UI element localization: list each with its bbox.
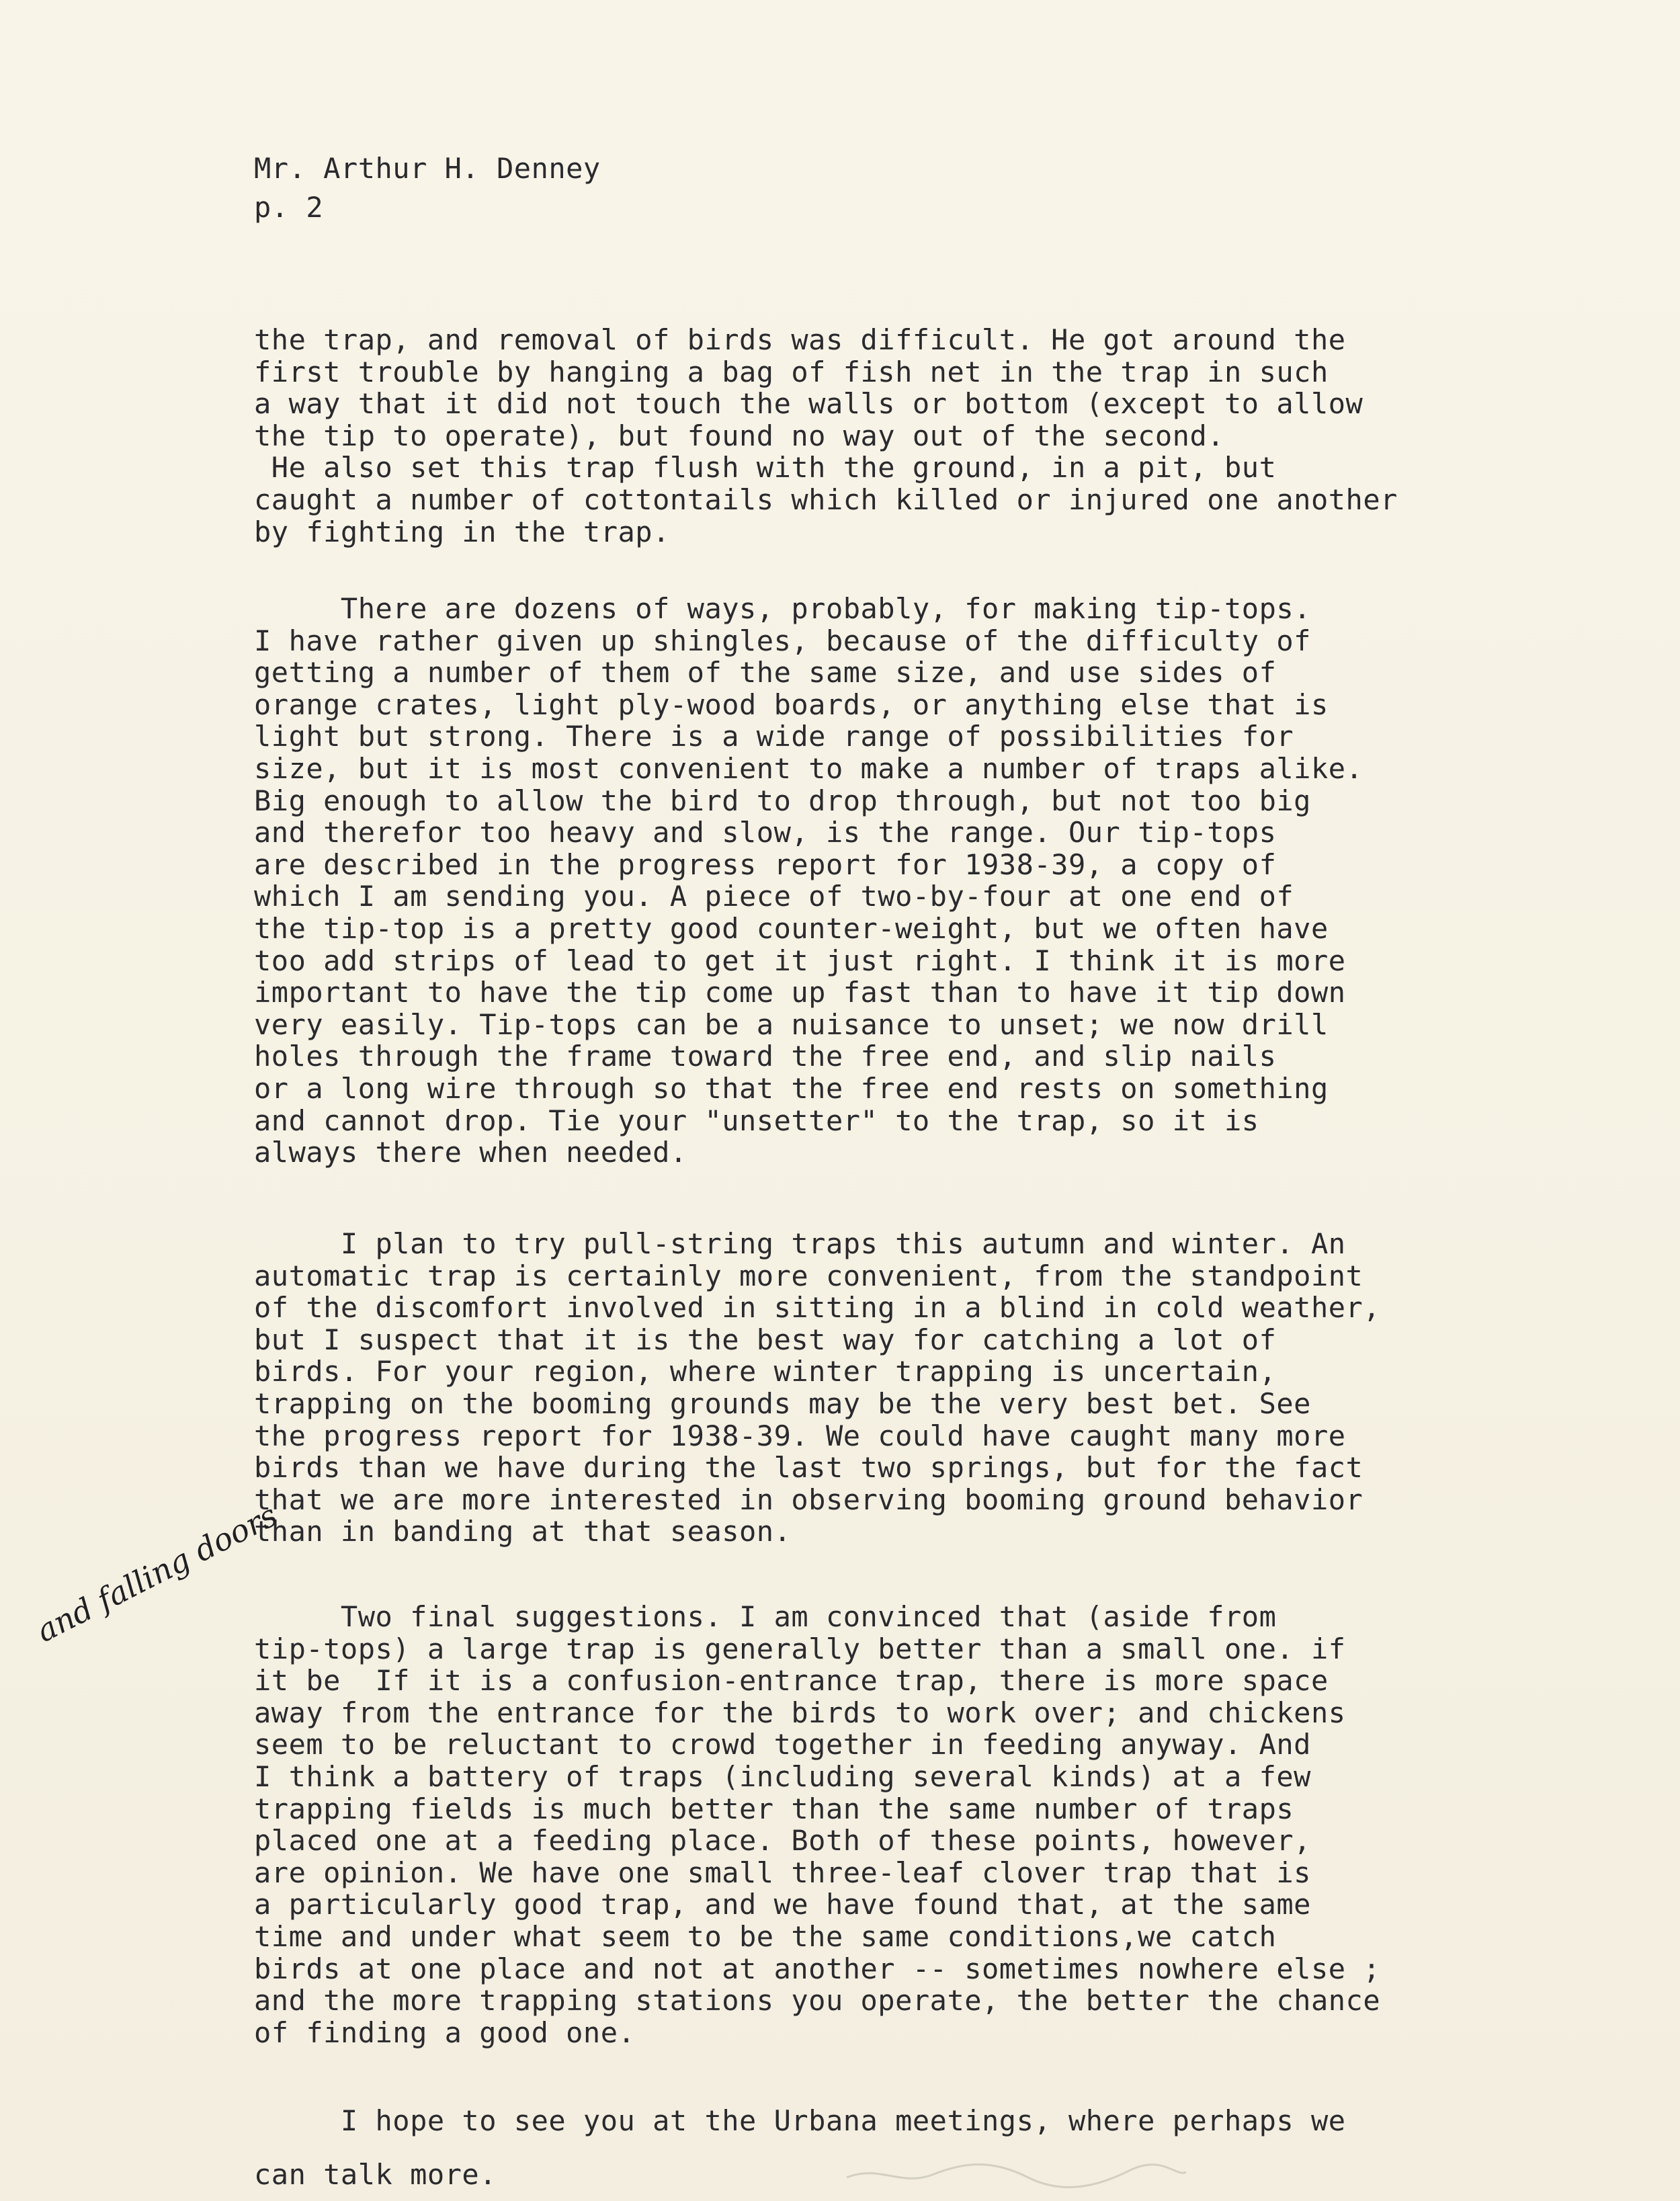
- handwritten-insertion: and falling doors: [30, 1497, 283, 1649]
- paragraph-2-line: important to have the tip come up fast than to have it tip down: [254, 976, 1346, 1009]
- paragraph-2-line: and therefor too heavy and slow, is the range. Our tip-tops: [254, 816, 1277, 849]
- paragraph-3-line: than in banding at that season.: [254, 1515, 792, 1548]
- paragraph-4-line: are opinion. We have one small three-leaf clover trap that is: [254, 1856, 1311, 1889]
- paragraph-4-line: a particularly good trap, and we have found that, at the same: [254, 1888, 1311, 1921]
- paragraph-3-line: but I suspect that it is the best way for catching a lot of: [254, 1323, 1277, 1356]
- paragraph-4-line: placed one at a feeding place. Both of these points, however,: [254, 1824, 1311, 1858]
- paragraph-1-line: a way that it did not touch the walls or bottom (except to allow: [254, 387, 1363, 421]
- paragraph-3-line: the progress report for 1938-39. We could have caught many more: [254, 1419, 1346, 1452]
- paragraph-4-line: trapping fields is much better than the same number of traps: [254, 1792, 1294, 1825]
- paragraph-5-line: I hope to see you at the Urbana meetings, where perhaps we: [254, 2104, 1346, 2137]
- paragraph-2-line: size, but it is most convenient to make a number of traps alike.: [254, 752, 1363, 785]
- header-line: p. 2: [254, 191, 324, 224]
- paragraph-1-line: caught a number of cottontails which killed or injured one another: [254, 483, 1398, 516]
- header-line: Mr. Arthur H. Denney: [254, 152, 601, 185]
- paragraph-2-line: getting a number of them of the same size, and use sides of: [254, 656, 1277, 690]
- paragraph-2-line: I have rather given up shingles, because of the difficulty of: [254, 624, 1311, 657]
- paragraph-2-line: and cannot drop. Tie your "unsetter" to the trap, so it is: [254, 1104, 1259, 1137]
- paragraph-2-line: Big enough to allow the bird to drop through, but not too big: [254, 784, 1311, 817]
- paragraph-2-line: light but strong. There is a wide range of possibilities for: [254, 720, 1294, 753]
- paragraph-2-line: holes through the frame toward the free end, and slip nails: [254, 1040, 1277, 1073]
- paragraph-4-line: it be If it is a confusion-entrance trap, there is more space: [254, 1664, 1329, 1698]
- paragraph-2-line: are described in the progress report for 1938-39, a copy of: [254, 847, 1277, 881]
- paragraph-1-line: first trouble by hanging a bag of fish net in the trap in such: [254, 355, 1329, 388]
- paragraph-2-line: There are dozens of ways, probably, for making tip-tops.: [254, 592, 1311, 625]
- paragraph-1-line: He also set this trap flush with the ground, in a pit, but: [254, 451, 1277, 485]
- paragraph-4-line: Two final suggestions. I am convinced that (aside from: [254, 1600, 1277, 1633]
- faint-signature-mark: [840, 2157, 1189, 2191]
- paragraph-3-line: that we are more interested in observing booming ground behavior: [254, 1483, 1363, 1516]
- paragraph-3-line: trapping on the booming grounds may be the very best bet. See: [254, 1387, 1311, 1420]
- paragraph-4-line: tip-tops) a large trap is generally better than a small one. if: [254, 1632, 1346, 1665]
- paragraph-3-line: birds than we have during the last two springs, but for the fact: [254, 1451, 1363, 1485]
- paragraph-3-line: birds. For your region, where winter trapping is uncertain,: [254, 1355, 1277, 1388]
- paragraph-2-line: too add strips of lead to get it just right. I think it is more: [254, 944, 1346, 977]
- paragraph-2-line: or a long wire through so that the free end rests on something: [254, 1072, 1329, 1105]
- paragraph-4-line: away from the entrance for the birds to work over; and chickens: [254, 1696, 1346, 1729]
- paragraph-4-line: time and under what seem to be the same conditions,we catch: [254, 1920, 1277, 1953]
- paragraph-2-line: always there when needed.: [254, 1136, 687, 1169]
- paragraph-4-line: birds at one place and not at another -- sometimes nowhere else ;: [254, 1952, 1381, 1985]
- paragraph-3-line: of the discomfort involved in sitting in a blind in cold weather,: [254, 1291, 1381, 1325]
- paragraph-4-line: I think a battery of traps (including several kinds) at a few: [254, 1760, 1311, 1793]
- paragraph-5-line: can talk more.: [254, 2158, 497, 2191]
- paragraph-2-line: very easily. Tip-tops can be a nuisance to unset; we now drill: [254, 1007, 1329, 1041]
- paragraph-3-line: automatic trap is certainly more convenient, from the standpoint: [254, 1259, 1363, 1292]
- paragraph-2-line: orange crates, light ply-wood boards, or anything else that is: [254, 688, 1329, 721]
- paragraph-1-line: the trap, and removal of birds was difficult. He got around the: [254, 323, 1346, 356]
- paragraph-2-line: the tip-top is a pretty good counter-weight, but we often have: [254, 912, 1329, 945]
- paragraph-3-line: I plan to try pull-string traps this autumn and winter. An: [254, 1227, 1346, 1260]
- paragraph-4-line: and the more trapping stations you operate, the better the chance: [254, 1984, 1381, 2018]
- paragraph-4-line: seem to be reluctant to crowd together in feeding anyway. And: [254, 1728, 1311, 1761]
- paragraph-1-line: the tip to operate), but found no way out of the second.: [254, 419, 1225, 452]
- paragraph-4-line: of finding a good one.: [254, 2016, 636, 2049]
- paragraph-1-line: by fighting in the trap.: [254, 515, 670, 548]
- paragraph-2-line: which I am sending you. A piece of two-by-four at one end of: [254, 880, 1294, 913]
